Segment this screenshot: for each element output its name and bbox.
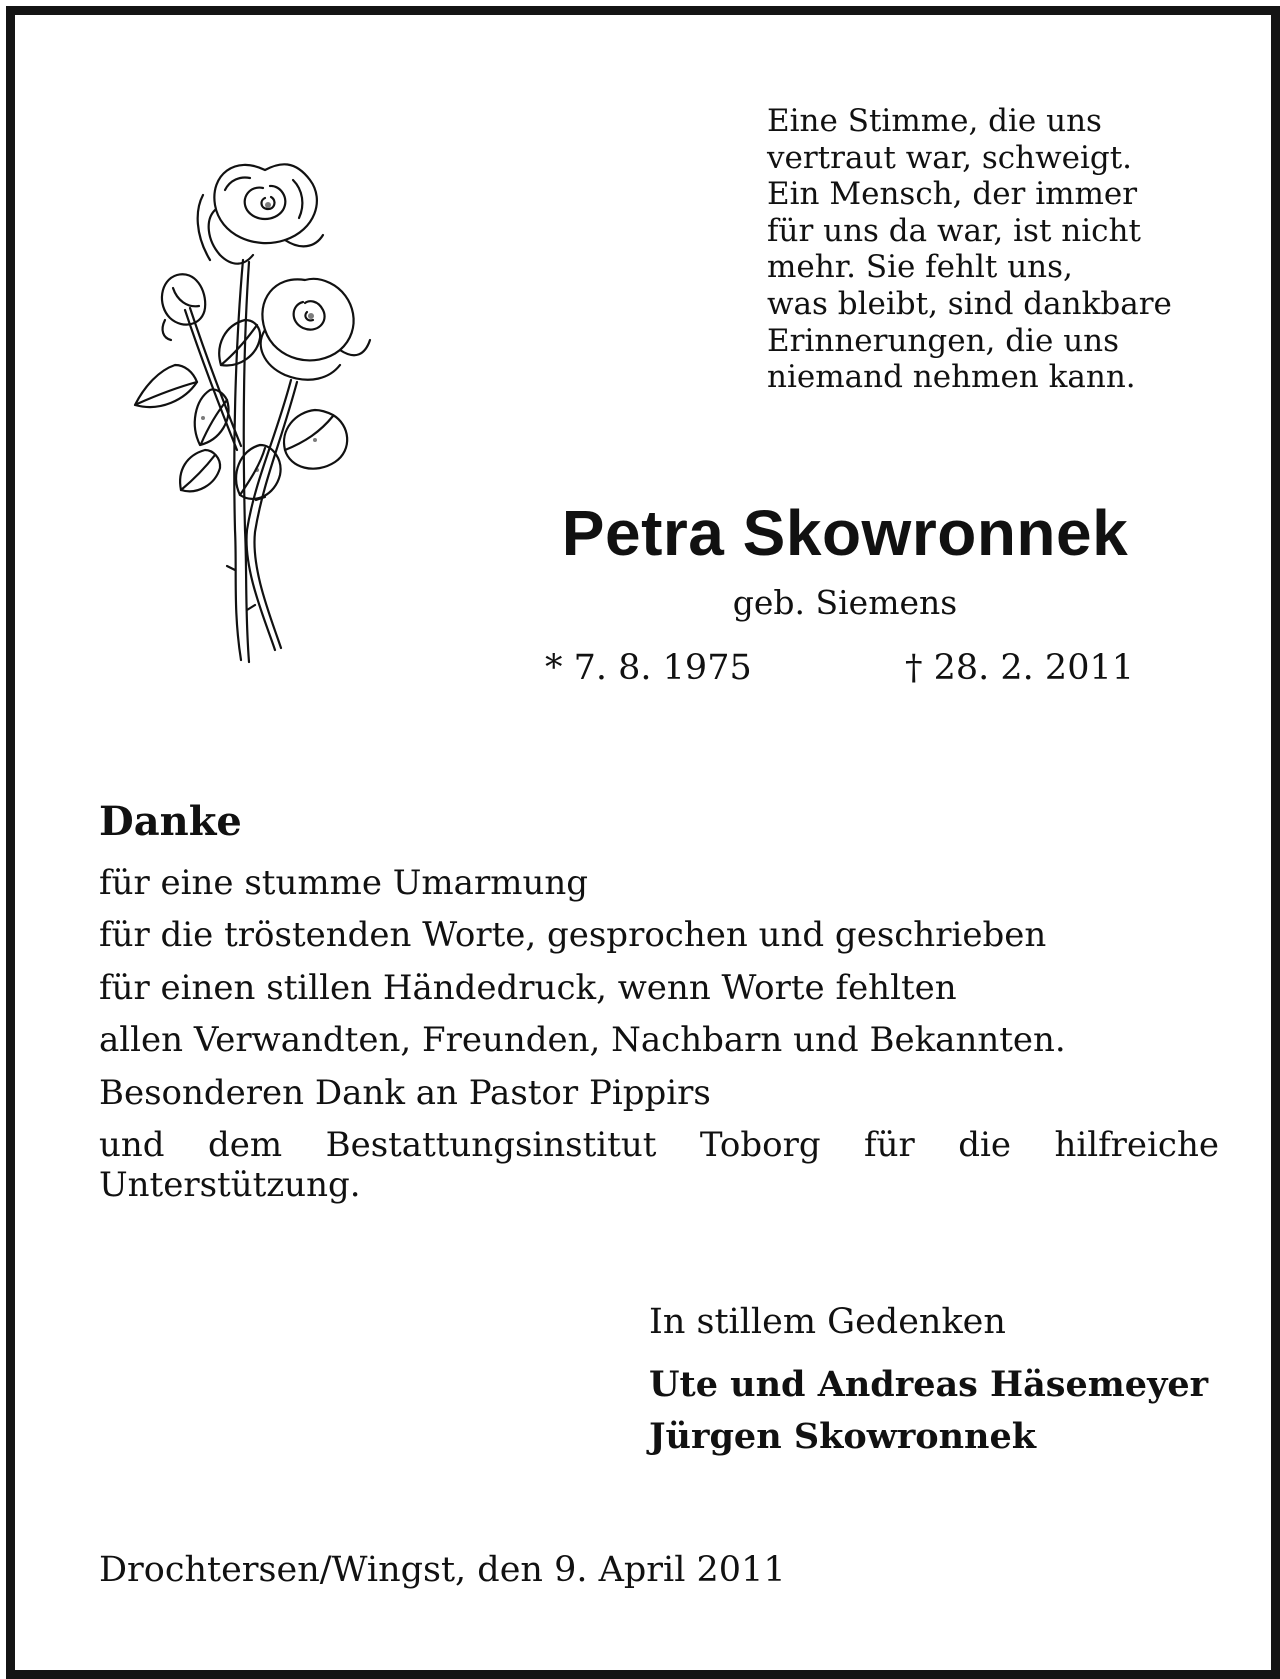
maiden-name: geb. Siemens <box>732 583 958 622</box>
thanks-closing: und dem Bestattungsinstitut Toborg für die hilfreiche Unterstützung. <box>99 1125 1219 1206</box>
mourners-list <box>649 1359 1208 1463</box>
death-date: † 28. 2. 2011 <box>905 648 1135 688</box>
place-and-date: Drochtersen/Wingst, den 9. April 2011 <box>99 1550 786 1590</box>
thanks-line: für die tröstenden Worte, gesprochen und geschrieben <box>99 915 1047 956</box>
mourner-name: Jürgen Skowronnek <box>649 1416 1037 1457</box>
obituary-notice <box>6 6 1280 1679</box>
thanks-line: allen Verwandten, Freunden, Nachbarn und Bekannten. <box>99 1020 1066 1061</box>
poem-line: niemand nehmen kann. <box>767 359 1136 396</box>
poem-line: Eine Stimme, die uns <box>767 103 1102 139</box>
poem-line: vertraut war, schweigt. <box>767 139 1133 176</box>
poem-line: für uns da war, ist nicht <box>767 212 1141 249</box>
thanks-heading: Danke <box>99 798 242 845</box>
poem-line: Erinnerungen, die uns <box>767 322 1120 359</box>
birth-date: * 7. 8. 1975 <box>545 648 752 688</box>
thanks-text <box>99 857 1219 1205</box>
deceased-name: Petra Skowronnek <box>561 497 1129 569</box>
poem-line: mehr. Sie fehlt uns, <box>767 249 1073 286</box>
poem-line: Ein Mensch, der immer <box>767 176 1138 213</box>
rose-illustration-icon <box>115 150 395 670</box>
memory-intro: In stillem Gedenken <box>649 1302 1006 1342</box>
thanks-line: Besonderen Dank an Pastor Pippirs <box>99 1072 711 1113</box>
poem <box>767 103 1247 396</box>
mourner-name: Ute und Andreas Häsemeyer <box>649 1364 1209 1405</box>
poem-line: was bleibt, sind dankbare <box>767 285 1172 322</box>
thanks-line: für einen stillen Händedruck, wenn Worte fehlten <box>99 967 957 1008</box>
thanks-line: für eine stumme Umarmung <box>99 863 588 903</box>
